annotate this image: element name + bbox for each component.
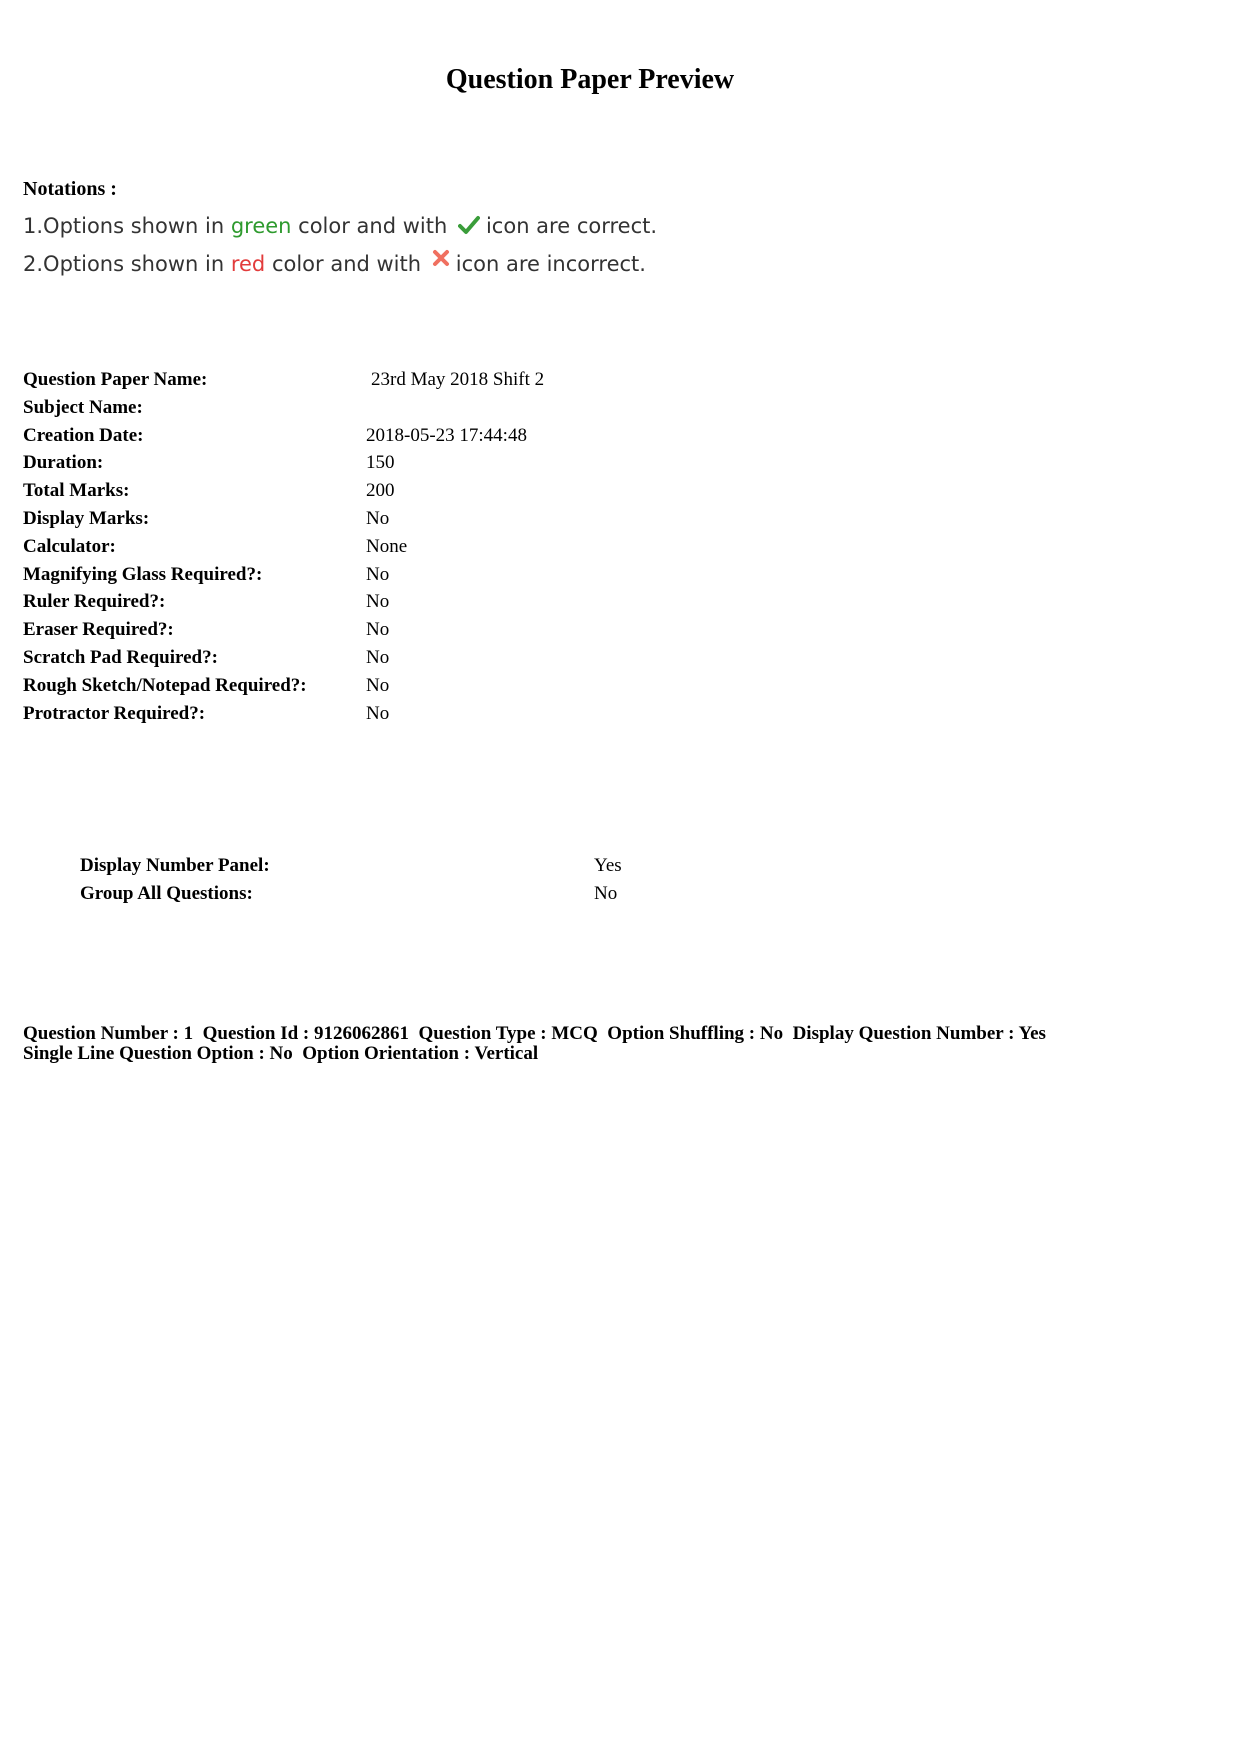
calculator-value: None (366, 535, 408, 557)
notation-correct (23, 207, 657, 245)
display-settings (80, 852, 622, 907)
group-all-questions-value: No (594, 882, 618, 904)
notations-section (23, 178, 657, 283)
eraser-label: Eraser Required?: (23, 619, 174, 641)
display-number-panel-label: Display Number Panel: (80, 855, 270, 876)
eraser-row (23, 616, 544, 644)
creation-date-label: Creation Date: (23, 424, 144, 446)
group-all-questions-label: Group All Questions: (80, 882, 253, 904)
subject-name-row (23, 394, 544, 422)
ruler-value: No (366, 591, 390, 613)
notation-incorrect-suffix: icon are incorrect. (455, 252, 646, 276)
question-info-line1: Question Number : 1 Question Id : 9126062861 Question Type : MCQ Option Shuffling : No Display Question Number : Yes (23, 1023, 1046, 1044)
notation-correct-suffix: icon are correct. (485, 214, 658, 238)
notation-correct-prefix: 1.Options shown in (23, 214, 231, 238)
magnifying-glass-label: Magnifying Glass Required?: (23, 563, 263, 585)
protractor-label: Protractor Required?: (23, 702, 206, 724)
notation-green-word: green (230, 214, 292, 238)
display-marks-row (23, 505, 544, 533)
notation-incorrect-middle: color and with (265, 252, 428, 276)
paper-name-label: Question Paper Name: (23, 369, 208, 390)
notation-red-word: red (230, 252, 266, 276)
notations-heading: Notations : (23, 178, 117, 200)
rough-sketch-row (23, 672, 544, 700)
calculator-label: Calculator: (23, 535, 116, 557)
group-all-questions-row (80, 880, 622, 908)
cross-icon (432, 247, 450, 285)
check-icon (458, 209, 480, 247)
paper-name-value: 23rd May 2018 Shift 2 (371, 369, 545, 390)
display-marks-value: No (366, 507, 390, 529)
ruler-label: Ruler Required?: (23, 591, 166, 613)
paper-details (23, 366, 544, 727)
display-number-panel-row (80, 852, 622, 880)
subject-name-label: Subject Name: (23, 396, 143, 418)
ruler-row (23, 588, 544, 616)
magnifying-glass-value: No (366, 563, 390, 585)
question-info-line2: Single Line Question Option : No Option Orientation : Vertical (23, 1043, 539, 1064)
creation-date-value: 2018-05-23 17:44:48 (366, 424, 527, 446)
notation-incorrect-prefix: 2.Options shown in (23, 252, 231, 276)
paper-name-row (23, 366, 544, 394)
scratch-pad-label: Scratch Pad Required?: (23, 646, 218, 668)
notation-correct-middle: color and with (291, 214, 454, 238)
duration-label: Duration: (23, 452, 104, 474)
total-marks-value: 200 (366, 480, 395, 502)
protractor-value: No (366, 702, 390, 724)
scratch-pad-row (23, 644, 544, 672)
duration-value: 150 (366, 452, 395, 474)
rough-sketch-value: No (366, 674, 390, 696)
scratch-pad-value: No (366, 646, 390, 668)
protractor-row (23, 700, 544, 728)
display-marks-label: Display Marks: (23, 507, 150, 529)
duration-row (23, 449, 544, 477)
question-info (23, 1024, 1203, 1064)
creation-date-row (23, 422, 544, 450)
magnifying-glass-row (23, 561, 544, 589)
eraser-value: No (366, 619, 390, 641)
page-title: Question Paper Preview (445, 64, 735, 95)
rough-sketch-label: Rough Sketch/Notepad Required?: (23, 674, 307, 696)
calculator-row (23, 533, 544, 561)
display-number-panel-value: Yes (594, 855, 622, 876)
total-marks-row (23, 477, 544, 505)
notation-incorrect (23, 245, 657, 283)
total-marks-label: Total Marks: (23, 480, 130, 502)
